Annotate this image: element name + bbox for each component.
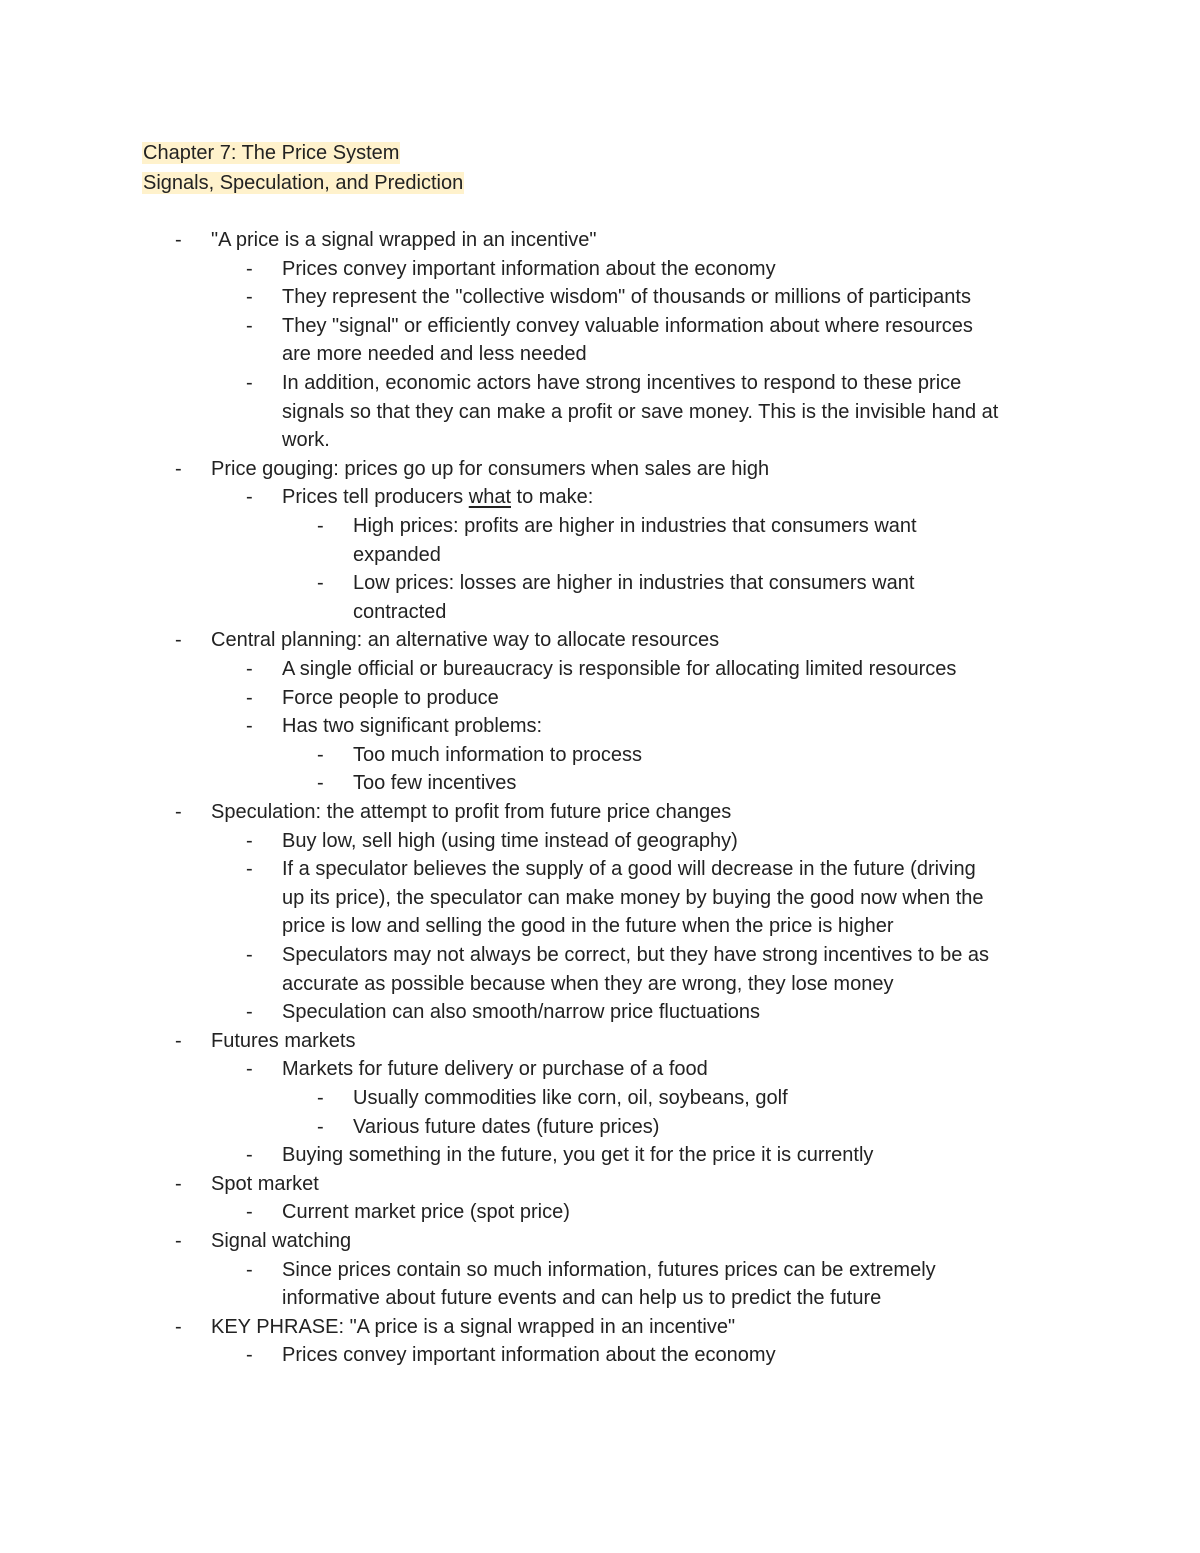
bullet-dash: - [246,286,253,309]
list-item-level-2 [282,712,542,741]
list-item-text: KEY PHRASE: "A price is a signal wrapped in an incentive" [211,1315,736,1338]
list-item-text: Speculators may not always be correct, but they have strong incentives to be as [282,944,990,966]
list-item-text: contracted [353,600,447,623]
bullet-dash: - [246,257,253,280]
list-item-level-2 [282,255,776,284]
list-item-level-3 [353,769,516,798]
bullet-dash: - [175,1315,182,1338]
list-item-text: Various future dates (future prices) [353,1115,660,1138]
bullet-dash: - [246,1144,253,1167]
list-item-text: They "signal" or efficiently convey valuable information about where resources [282,314,973,337]
list-item-text-after: to make: [511,486,594,509]
list-item-text: Prices tell producers [282,486,469,509]
list-item-level-2 [282,369,961,398]
list-item-level-2 [282,827,738,856]
list-item-text: Futures markets [211,1029,356,1052]
list-item-text: up its price), the speculator can make money by buying the good now when the [282,886,984,909]
list-item-level-2 [282,1141,873,1170]
bullet-dash: - [246,372,253,394]
bullet-dash: - [317,743,324,766]
list-item-level-2 [282,483,593,512]
list-item-text: Since prices contain so much information, futures prices can be extremely [282,1258,936,1281]
page-title [142,139,400,168]
list-item-level-2 [282,912,893,941]
list-item-text: Central planning: an alternative way to allocate resources [211,629,720,652]
list-item-level-2 [282,312,973,341]
bullet-dash: - [246,829,253,852]
list-item-level-2 [282,1198,570,1227]
page-subtitle [142,169,464,198]
list-item-text: Force people to produce [282,686,499,709]
bullet-dash: - [175,1230,182,1252]
list-item-level-2 [282,1341,776,1370]
list-item-level-1 [211,1313,735,1342]
bullet-dash: - [246,715,253,738]
list-item-text: Current market price (spot price) [282,1201,570,1224]
bullet-dash: - [246,1201,253,1224]
list-item-text: Has two significant problems: [282,715,543,738]
list-item-level-1 [211,1227,351,1256]
list-item-text: In addition, economic actors have strong incentives to respond to these price [282,372,962,394]
bullet-dash: - [317,772,324,795]
list-item-text: Too few incentives [353,772,517,795]
list-item-level-2 [282,884,984,913]
list-item-text: Price gouging: prices go up for consumers when sales are high [211,457,770,480]
list-item-text: price is low and selling the good in the future when the price is higher [282,915,894,938]
bullet-dash: - [175,629,182,652]
list-item-level-3 [353,512,917,541]
bullet-dash: - [246,314,253,337]
bullet-dash: - [175,229,182,251]
bullet-dash: - [246,858,253,881]
bullet-dash: - [246,686,253,709]
list-item-text: informative about future events and can help us to predict the future [282,1287,882,1310]
bullet-dash: - [317,572,324,595]
list-item-text: Signal watching [211,1230,352,1252]
list-item-level-2 [282,1055,708,1084]
list-item-text: signals so that they can make a profit or save money. This is the invisible hand at [282,400,999,423]
list-item-text: accurate as possible because when they are wrong, they lose money [282,972,894,995]
list-item-level-1 [211,455,769,484]
list-item-text: work. [282,429,330,452]
list-item-text: Speculation: the attempt to profit from future price changes [211,801,732,823]
bullet-dash: - [175,1029,182,1052]
list-item-text: Buy low, sell high (using time instead of geography) [282,829,738,852]
list-item-level-3 [353,569,914,598]
bullet-dash: - [246,1058,253,1081]
list-item-level-3 [353,1113,659,1142]
bullet-dash: - [246,658,253,680]
bullet-dash: - [246,486,253,509]
list-item-level-1 [211,626,719,655]
bullet-dash: - [317,1115,324,1138]
list-item-level-2 [282,1256,936,1285]
bullet-dash: - [246,1258,253,1281]
list-item-level-1 [211,1170,319,1199]
list-item-text: Buying something in the future, you get it for the price it is currently [282,1144,874,1167]
list-item-level-2 [282,855,976,884]
list-item-text: Too much information to process [353,743,643,766]
list-item-text: "A price is a signal wrapped in an incentive" [211,229,597,251]
list-item-level-2 [282,398,998,427]
bullet-dash: - [175,801,182,823]
page-title-text: Chapter 7: The Price System [143,142,400,164]
list-item-level-2 [282,684,499,713]
list-item-text: Prices convey important information about the economy [282,1344,776,1367]
list-item-level-3 [353,1084,788,1113]
list-item-level-1 [211,1027,355,1056]
list-item-level-2 [282,970,893,999]
bullet-dash: - [175,1172,182,1195]
list-item-text: Low prices: losses are higher in industries that consumers want [353,572,915,595]
list-item-text: are more needed and less needed [282,343,587,366]
list-item-level-2 [282,426,330,455]
underlined-word: what [468,486,511,509]
list-item-text: If a speculator believes the supply of a good will decrease in the future (driving [282,858,976,881]
list-item-level-1 [211,226,597,255]
list-item-text: They represent the "collective wisdom" of thousands or millions of participants [282,286,971,309]
page-subtitle-text: Signals, Speculation, and Prediction [143,172,464,194]
list-item-level-2 [282,340,587,369]
list-item-level-2 [282,283,971,312]
list-item-level-2 [282,655,956,684]
bullet-dash: - [317,1087,324,1109]
list-item-level-2 [282,998,760,1027]
list-item-text: Speculation can also smooth/narrow price fluctuations [282,1001,761,1024]
list-item-text: Usually commodities like corn, oil, soybeans, golf [353,1087,788,1109]
list-item-level-3 [353,598,446,627]
list-item-text: Prices convey important information about the economy [282,257,776,280]
list-item-text: Markets for future delivery or purchase of a food [282,1058,708,1081]
list-item-text: A single official or bureaucracy is responsible for allocating limited resources [282,658,957,680]
list-item-level-3 [353,541,441,570]
list-item-text: expanded [353,543,441,566]
list-item-level-2 [282,1284,881,1313]
list-item-level-2 [282,941,989,970]
bullet-dash: - [246,944,253,966]
list-item-text: Spot market [211,1172,319,1195]
list-item-level-3 [353,741,642,770]
list-item-level-1 [211,798,731,827]
bullet-dash: - [317,515,324,537]
bullet-dash: - [246,1344,253,1367]
bullet-dash: - [246,1001,253,1024]
bullet-dash: - [175,457,182,480]
list-item-text: High prices: profits are higher in industries that consumers want [353,515,917,537]
